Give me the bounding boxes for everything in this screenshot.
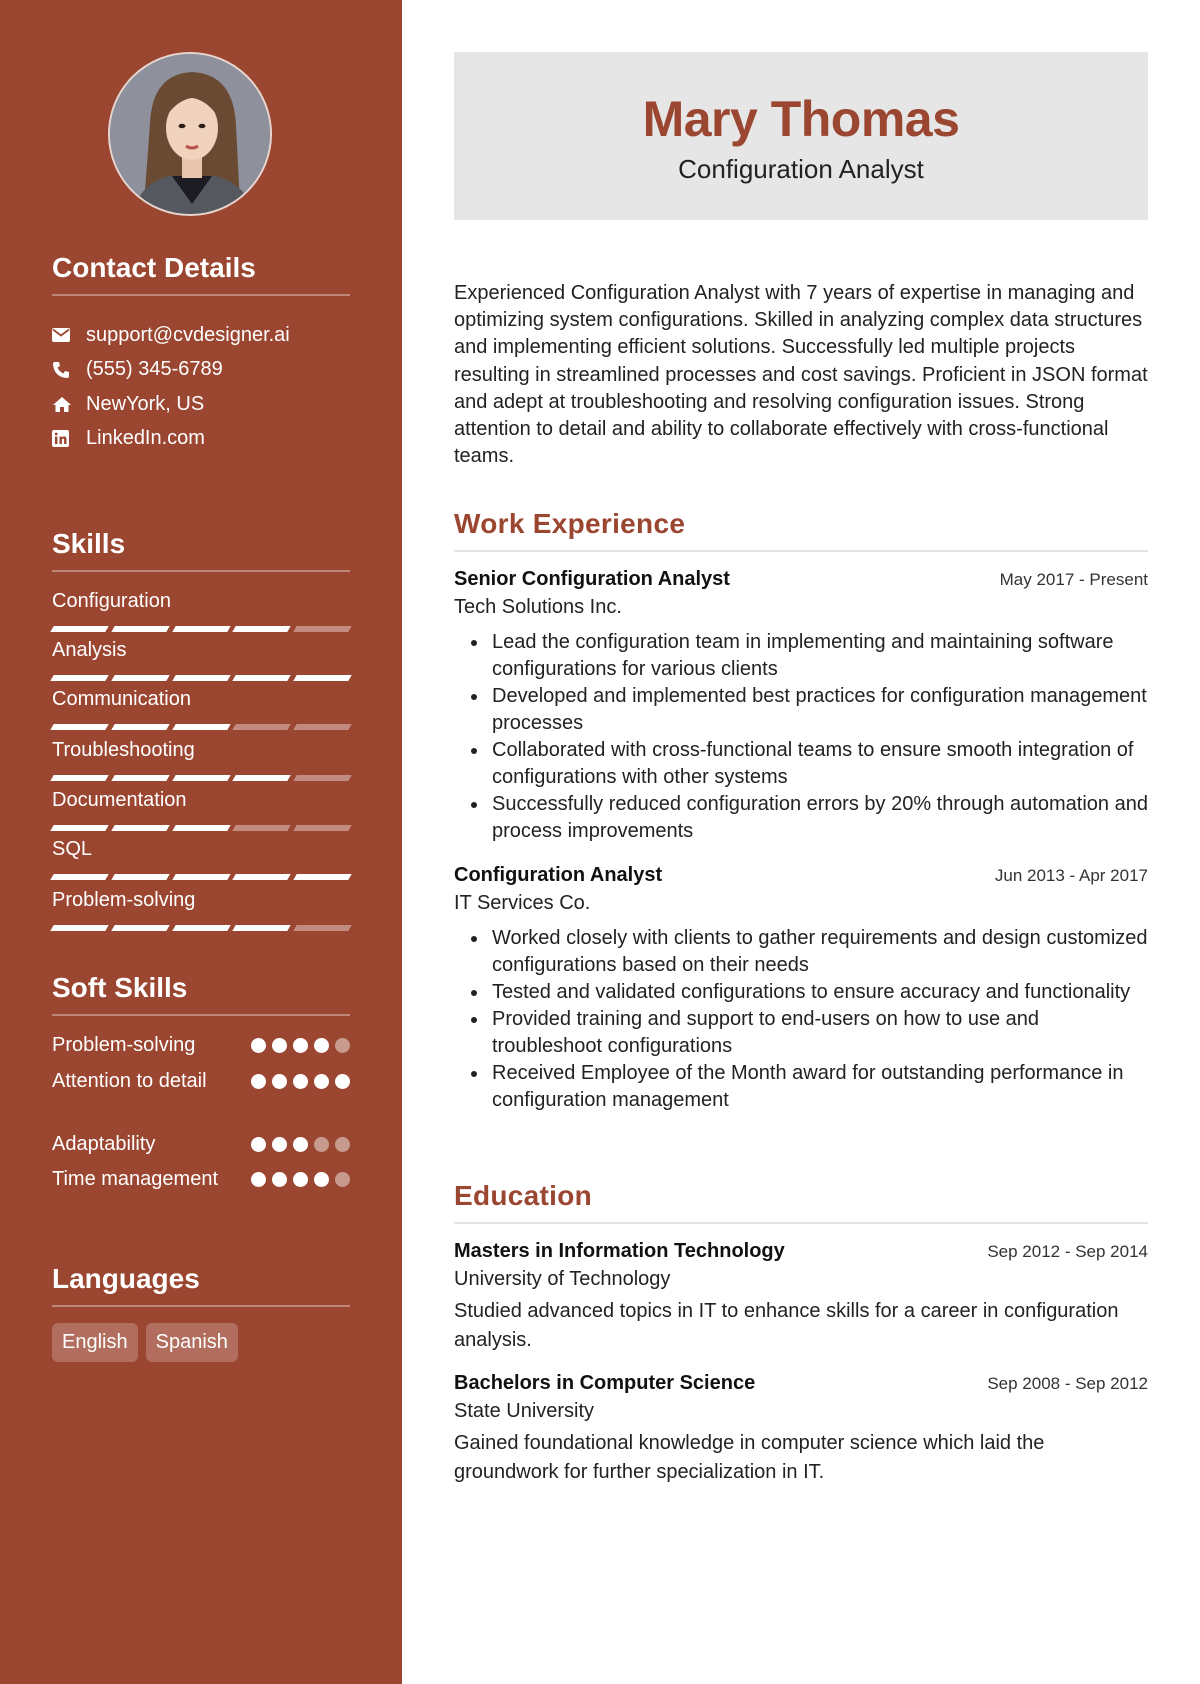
rating-dot (251, 1137, 266, 1152)
skill-level-segment (293, 724, 351, 730)
rating-dot (251, 1074, 266, 1089)
language-tag: Spanish (146, 1323, 238, 1362)
job-company: Tech Solutions Inc. (454, 596, 622, 618)
skill-level-segment (50, 874, 108, 880)
skill-level-segment (111, 724, 169, 730)
contact-location (52, 387, 350, 422)
phone-icon (52, 361, 86, 379)
contact-location-text: NewYork, US (86, 392, 205, 415)
job-entry (454, 568, 1148, 845)
skill-item (52, 590, 350, 632)
skill-item (52, 739, 350, 781)
skill-level-segment (233, 925, 291, 931)
contact-phone-text: (555) 345-6789 (86, 358, 223, 381)
rating-dot (293, 1038, 308, 1053)
rating-dot (335, 1172, 350, 1187)
education-description: Studied advanced topics in IT to enhance skills for a career in configuration analysis. (454, 1300, 1119, 1351)
profile-photo (108, 52, 272, 216)
soft-skill-name: Time management (52, 1168, 218, 1190)
skill-name: Analysis (52, 639, 127, 661)
skill-level-segment (172, 825, 230, 831)
skill-level-segment (293, 675, 351, 681)
rating-dot (314, 1038, 329, 1053)
skill-level-segment (50, 675, 108, 681)
skill-level-segment (233, 626, 291, 632)
skill-level-segment (111, 925, 169, 931)
rating-dot (335, 1137, 350, 1152)
skill-item (52, 639, 350, 681)
skill-name: SQL (52, 838, 93, 860)
languages-section-title: Languages (52, 1263, 350, 1307)
skill-level-bar (52, 626, 350, 632)
education-date: Sep 2008 - Sep 2012 (987, 1374, 1148, 1393)
skill-level-segment (233, 724, 291, 730)
sidebar (0, 0, 402, 1684)
rating-dot (293, 1074, 308, 1089)
skill-level-bar (52, 825, 350, 831)
job-bullet: Lead the configuration team in implementing and maintaining software configurations for various clients (454, 629, 1148, 683)
school-name: State University (454, 1400, 595, 1422)
skill-name: Communication (52, 688, 191, 710)
job-title: Configuration Analyst (454, 864, 663, 886)
skill-level-segment (293, 626, 351, 632)
skill-level-segment (111, 825, 169, 831)
skill-level-segment (111, 874, 169, 880)
language-tag: English (52, 1323, 138, 1362)
skill-level-segment (293, 775, 351, 781)
skill-name: Configuration (52, 590, 171, 612)
skills-section-title: Skills (52, 528, 350, 572)
rating-dot (272, 1074, 287, 1089)
skill-level-segment (50, 626, 108, 632)
summary: Experienced Configuration Analyst with 7 years of expertise in managing and optimizing system configurations. Skilled in analyzing complex data structures and implementing efficient solutions. Successfully led multiple projects resulting in streamlined processes and cost savings. Proficient in JSON format and adept at troubleshooting and resolving configuration issues. Strong attention to detail and ability to collaborate effectively with cross-functional teams. (454, 282, 1148, 468)
skill-level-segment (111, 626, 169, 632)
skill-name: Problem-solving (52, 889, 196, 911)
skill-level-segment (293, 874, 351, 880)
rating-dot (314, 1137, 329, 1152)
skill-level-segment (172, 775, 230, 781)
skill-level-bar (52, 775, 350, 781)
skill-level-segment (50, 724, 108, 730)
skill-level-bar (52, 874, 350, 880)
skill-level-segment (233, 825, 291, 831)
education-description: Gained foundational knowledge in computer science which laid the groundwork for further specialization in IT. (454, 1432, 1045, 1483)
candidate-role: Configuration Analyst (678, 154, 924, 184)
candidate-name: Mary Thomas (642, 91, 960, 147)
work-section-title: Work Experience (454, 508, 1148, 552)
skill-level-segment (172, 874, 230, 880)
skill-item (52, 889, 350, 931)
contact-phone[interactable] (52, 353, 350, 388)
home-icon (52, 396, 86, 413)
skill-level-segment (172, 724, 230, 730)
job-bullet: Worked closely with clients to gather requirements and design customized configurations based on their needs (454, 925, 1148, 979)
soft-skill-item (52, 1166, 350, 1193)
soft-skill-item (52, 1131, 350, 1158)
skill-level-segment (172, 925, 230, 931)
skill-level-segment (111, 675, 169, 681)
contact-section-title: Contact Details (52, 252, 350, 296)
skill-level-segment (233, 675, 291, 681)
job-bullet: Provided training and support to end-users on how to use and troubleshoot configurations (454, 1006, 1148, 1060)
soft-skills-section-title: Soft Skills (52, 972, 350, 1016)
job-bullet: Successfully reduced configuration errors by 20% through automation and process improvements (454, 791, 1148, 845)
languages-list (52, 1323, 238, 1362)
job-bullet: Tested and validated configurations to ensure accuracy and functionality (454, 979, 1148, 1006)
rating-dot (293, 1172, 308, 1187)
soft-skill-name: Attention to detail (52, 1070, 207, 1092)
skill-level-bar (52, 724, 350, 730)
rating-dot (251, 1172, 266, 1187)
soft-skill-item (52, 1068, 350, 1095)
school-name: University of Technology (454, 1268, 671, 1290)
job-title: Senior Configuration Analyst (454, 568, 730, 590)
skill-item (52, 838, 350, 880)
skill-level-segment (293, 825, 351, 831)
rating-dot (293, 1137, 308, 1152)
soft-skill-rating (251, 1074, 350, 1095)
soft-skill-rating (251, 1038, 350, 1059)
job-bullet: Collaborated with cross-functional teams to ensure smooth integration of configurations with other systems (454, 737, 1148, 791)
skill-level-segment (233, 874, 291, 880)
rating-dot (335, 1038, 350, 1053)
contact-email-text: support@cvdesigner.ai (86, 323, 290, 346)
soft-skill-item (52, 1032, 350, 1059)
education-entry (454, 1240, 1148, 1355)
rating-dot (251, 1038, 266, 1053)
job-date: Jun 2013 - Apr 2017 (994, 866, 1148, 885)
contact-linkedin[interactable] (52, 422, 350, 457)
skill-level-segment (50, 825, 108, 831)
contact-list (52, 318, 350, 456)
contact-email[interactable] (52, 318, 350, 353)
skill-level-segment (111, 775, 169, 781)
education-entry (454, 1372, 1148, 1487)
job-bullet: Developed and implemented best practices for configuration management processes (454, 683, 1148, 737)
education-date: Sep 2012 - Sep 2014 (987, 1242, 1148, 1261)
job-date: May 2017 - Present (999, 570, 1148, 589)
skill-name: Troubleshooting (52, 739, 195, 761)
skill-level-bar (52, 675, 350, 681)
job-entry (454, 864, 1148, 1114)
soft-skill-rating (251, 1137, 350, 1158)
job-bullets (454, 925, 1148, 1114)
soft-skill-name: Problem-solving (52, 1034, 196, 1056)
soft-skill-name: Adaptability (52, 1133, 156, 1155)
skill-level-segment (293, 925, 351, 931)
rating-dot (272, 1137, 287, 1152)
contact-linkedin-text: LinkedIn.com (86, 427, 205, 450)
job-company: IT Services Co. (454, 892, 591, 914)
skill-level-segment (172, 626, 230, 632)
skill-item (52, 688, 350, 730)
skill-level-segment (50, 775, 108, 781)
job-bullets (454, 629, 1148, 845)
skill-name: Documentation (52, 789, 187, 811)
degree-title: Masters in Information Technology (454, 1240, 785, 1262)
linkedin-icon (52, 430, 86, 447)
rating-dot (314, 1074, 329, 1089)
skill-level-segment (50, 925, 108, 931)
skill-level-bar (52, 925, 350, 931)
envelope-icon (52, 328, 86, 342)
skill-item (52, 789, 350, 831)
skill-level-segment (233, 775, 291, 781)
rating-dot (272, 1038, 287, 1053)
skill-level-segment (172, 675, 230, 681)
rating-dot (272, 1172, 287, 1187)
degree-title: Bachelors in Computer Science (454, 1372, 756, 1394)
job-bullet: Received Employee of the Month award for outstanding performance in configuration management (454, 1060, 1148, 1114)
rating-dot (314, 1172, 329, 1187)
soft-skill-rating (251, 1172, 350, 1193)
profile-photo-illustration (110, 54, 272, 216)
rating-dot (335, 1074, 350, 1089)
header (454, 52, 1148, 220)
education-section-title: Education (454, 1180, 1148, 1224)
